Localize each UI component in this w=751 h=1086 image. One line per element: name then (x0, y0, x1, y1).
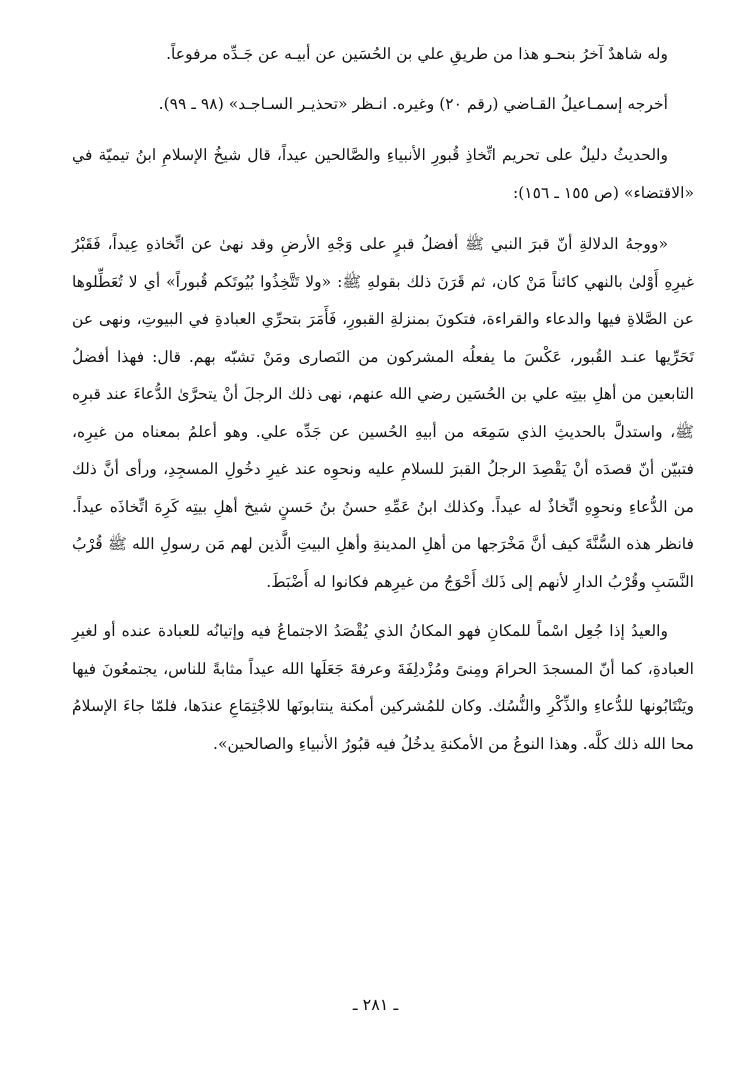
paragraph-supporting-hadith: وله شاهدٌ آخرُ بنحـو هذا من طريقِ علي بن الحُسَين عن أبيـه عن جَـدِّه مرفوعاً. (166, 45, 668, 63)
paragraph-citation: أخرجه إسمـاعيلُ القـاضي (رقم ٢٠) وغيره. انـظر «تحذيـر السـاجـد» (٩٨ ـ ٩٩). (158, 94, 668, 113)
paragraph-eid-definition: والعيدُ إذا جُعِل اسْماً للمكانِ فهو المكانُ الذي يُقْصَدُ الاجتماعُ فيه وإتيانُه للعبادة عنده أو لغيرِ العبادةِ، كما أنّ المسجدَ الحرامَ ومِنىً ومُزْدلِفَةَ وعرفةَ جَعَلَها الله عيداً مثابةً للناس، يجتمعُونَ فيها ويَنْتَابُونها للدُّعاءِ والذِّكْرِ والنُّسُك. وكان للمُشركين أمكنة ينتابونَها للاجْتِمَاعِ عندَها، فلمّا جاءَ الإسلامُ محا الله ذلك كلَّه. وهذا النوعُ من الأمكنةِ يدخُلُ فيه قبُورُ الأنبياءِ والصالحين». (72, 622, 694, 753)
paragraph-ruling: والحديثُ دليلٌ على تحريم اتِّخاذِ قُبورِ الأنبياءِ والصَّالحين عيداً، قال شيخُ الإسلامِ ابنُ تيميّة في «الاقتضاء» (ص ١٥٥ ـ ١٥٦): (72, 146, 694, 202)
paragraph-quotation: «ووجهُ الدلالةِ أنّ قبرَ النبي ﷺ أفضلُ قبرٍ على وَجْهِ الأرضِ وقد نهىٰ عن اتِّخاذهِ عِيداً، فَقَبْرُ غيرِهِ أَوْلىٰ بالنهي كائناً مَنْ كان، ثم قَرَنَ ذلك بقولهِ ﷺ: «ولا تَتَّخِذُوا بُيُوتَكم قُبوراً» أي لا تُعَطِّلوها عن الصَّلاةِ فيها والدعاء والقراءة، فتكونَ بمنزلةِ القبورِ، فَأَمَرَ بتحرِّي العبادةِ في البيوتِ، ونهى عن تَحَرِّيها عنـد القُبور، عَكْسَ ما يفعلُه المشركون من النَصارى ومَنْ تشبّه بهم. قال: فهذا أفضلُ التابعين من أهلِ بيتِه علي بن الحُسَين رضي الله عنهم، نهى ذلك الرجلَ أنْ يتحرَّىٰ الدُّعاءَ عند قبرِه ﷺ، واستدلَّ بالحديثِ الذي سَمِعَه من أبيهِ الحُسين عن جَدِّه علي. وهو أعلمُ بمعناه من غيرِه، فتبيّن أنّ قصدَه أنْ يَقْصِدَ الرجلُ القبرَ للسلامِ عليه ونحوِه عند غيرِ دخُولِ المسجِدِ، ورأى أنَّ ذلك من الدُّعاءِ ونحوِهِ اتِّخاذٌ له عيداً. وكذلك ابنُ عَمِّهِ حسنُ بنُ حَسنٍ شيخ أهلِ بيتِه كَرِهَ اتِّخاذَه عيداً. فانظر هذه السُّنَّةَ كيف أنَّ مَخْرَجها من أهلِ المدينةِ وأهلِ البيتِ الَّذين لهم مَن رسولِ الله ﷺ قُرْبُ النَّسَبِ وقُرْبُ الدارِ لأنهم إلى ذَلك أَحْوَجُ من غيرِهم فكانوا له أَضْبَطَ. (72, 235, 694, 591)
page-body (72, 36, 694, 1026)
page-number: ـ ٢٨١ ـ (352, 995, 399, 1014)
